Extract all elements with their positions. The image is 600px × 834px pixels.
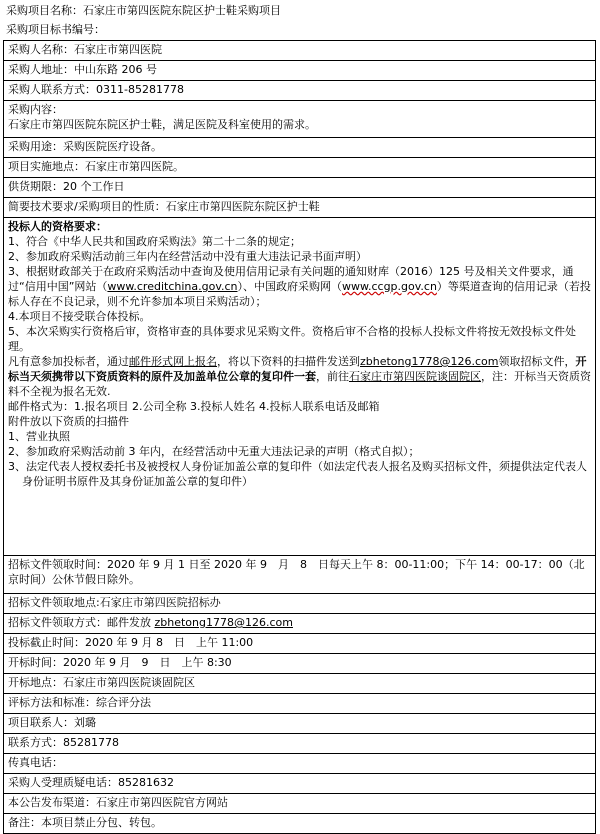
qual-item-1: 1、符合《中华人民共和国政府采购法》第二十二条的规定； <box>8 235 301 248</box>
notice-text-a: 凡有意参加投标者，通过 <box>8 355 129 368</box>
opening-place: 开标地点：石家庄市第四医院谈固院区 <box>4 674 596 694</box>
content-label: 采购内容： <box>8 103 63 116</box>
attachment-intro: 附件放以下资质的扫描件 <box>8 415 129 428</box>
doc-method-text: 招标文件领取方式：邮件发放 <box>8 616 155 629</box>
ccgp-link[interactable]: www.ccgp.gov.cn <box>342 280 437 293</box>
publish-channel: 本公告发布渠道：石家庄市第四医院官方网站 <box>4 794 596 814</box>
notice-text-e: ，注：开标当天资质资料不全视为报名无效. <box>8 370 591 398</box>
remark: 备注：本项目禁止分包、转包。 <box>4 814 596 834</box>
contact-person: 项目联系人：刘璐 <box>4 714 596 734</box>
project-name: 采购项目名称：石家庄市第四医院东院区护士鞋采购项目 <box>6 4 281 17</box>
notice-text-c: 领取招标文件， <box>498 355 576 368</box>
qualification-block <box>4 218 596 556</box>
procurement-table <box>3 40 596 834</box>
attachment-1: 1、营业执照 <box>8 430 70 443</box>
qual-item-3-text-a: 3、根据财政部关于在政府采购活动中查询及使用信用记录有关问题的通知财库（2016）125 号及相关文件要求，通过“信用中国”网站（ <box>8 265 574 293</box>
evaluation-method: 评标方法和标准：综合评分法 <box>4 694 596 714</box>
bid-deadline: 投标截止时间：2020 年 9 月 8 日 上午 11:00 <box>4 634 596 654</box>
creditchina-link[interactable]: www.creditchina.gov.cn <box>107 280 238 293</box>
contact-phone: 联系方式：85281778 <box>4 734 596 754</box>
qualification-title: 投标人的资格要求： <box>8 220 107 233</box>
complaint-phone: 采购人受理质疑电话：85281632 <box>4 774 596 794</box>
qual-item-5: 5、本次采购实行资格后审，资格审查的具体要求见采购文件。资格后审不合格的投标人投标文件将按无效投标文件处理。 <box>8 325 576 353</box>
doc-collection-time: 招标文件领取时间：2020 年 9 月 1 日至 2020 年 9 月 8 日每天上午 8：00-11:00；下午 14：00-17：00（北京时间）公休节假日除外。 <box>4 556 596 594</box>
notice-text-b: ，将以下资料的扫描件发送到 <box>217 355 360 368</box>
email-format: 邮件格式为：1.报名项目 2.公司全称 3.投标人姓名 4.投标人联系电话及邮箱 <box>8 400 380 413</box>
registration-email-link[interactable]: zbhetong1778@126.com <box>360 355 499 368</box>
purchaser-address: 采购人地址：中山东路 206 号 <box>4 61 596 81</box>
online-registration-link[interactable]: 邮件形式网上报名 <box>129 355 217 368</box>
fax-phone: 传真电话： <box>4 754 596 774</box>
content-text: 石家庄市第四医院东院区护士鞋，满足医院及科室使用的需求。 <box>8 118 316 131</box>
project-location: 项目实施地点：石家庄市第四医院。 <box>4 158 596 178</box>
project-number: 采购项目标书编号： <box>6 23 105 36</box>
qual-item-3-text-b: ）、中国政府采购网（ <box>237 280 342 293</box>
notice-bold-requirement: 开标当天须携带以下资质资料的原件及加盖单位公章的复印件一套 <box>8 355 587 383</box>
opening-time: 开标时间：2020 年 9 月 9 日 上午 8:30 <box>4 654 596 674</box>
brief-requirements: 简要技术要求/采购项目的性质：石家庄市第四医院东院区护士鞋 <box>4 198 596 218</box>
purchase-content <box>4 101 596 138</box>
doc-collection-place: 招标文件领取地点:石家庄市第四医院招标办 <box>4 594 596 614</box>
purchaser-name: 采购人名称：石家庄市第四医院 <box>4 41 596 61</box>
qual-item-3 <box>8 264 591 309</box>
attachment-2: 2、参加政府采购活动前 3 年内，在经营活动中无重大违法记录的声明（格式自拟）； <box>8 445 420 458</box>
qual-item-3-text-c: ）等渠道查询的信用记录（若投标人存在不良记录，则不允许参加本项目采购活动）； <box>8 280 591 308</box>
doc-collection-method <box>4 614 596 634</box>
purchaser-contact: 采购人联系方式：0311-85281778 <box>4 81 596 101</box>
notice-text-d: ，前往 <box>316 370 349 383</box>
qual-item-2: 2、参加政府采购活动前三年内在经营活动中没有重大违法记录书面声明） <box>8 250 367 263</box>
delivery-period: 供货期限：20 个工作日 <box>4 178 596 198</box>
qual-item-4: 4.本项目不接受联合体投标。 <box>8 310 151 323</box>
tangu-campus-link[interactable]: 石家庄市第四医院谈固院区 <box>349 370 481 383</box>
doc-method-email-link[interactable]: zbhetong1778@126.com <box>154 616 293 629</box>
purchase-purpose: 采购用途：采购医院医疗设备。 <box>4 138 596 158</box>
registration-notice <box>8 354 591 399</box>
attachment-3: 3、法定代表人授权委托书及被授权人身份证加盖公章的复印件（如法定代表人报名及购买招标文件，须提供法定代表人身份证明书原件及其身份证加盖公章的复印件） <box>8 460 587 488</box>
